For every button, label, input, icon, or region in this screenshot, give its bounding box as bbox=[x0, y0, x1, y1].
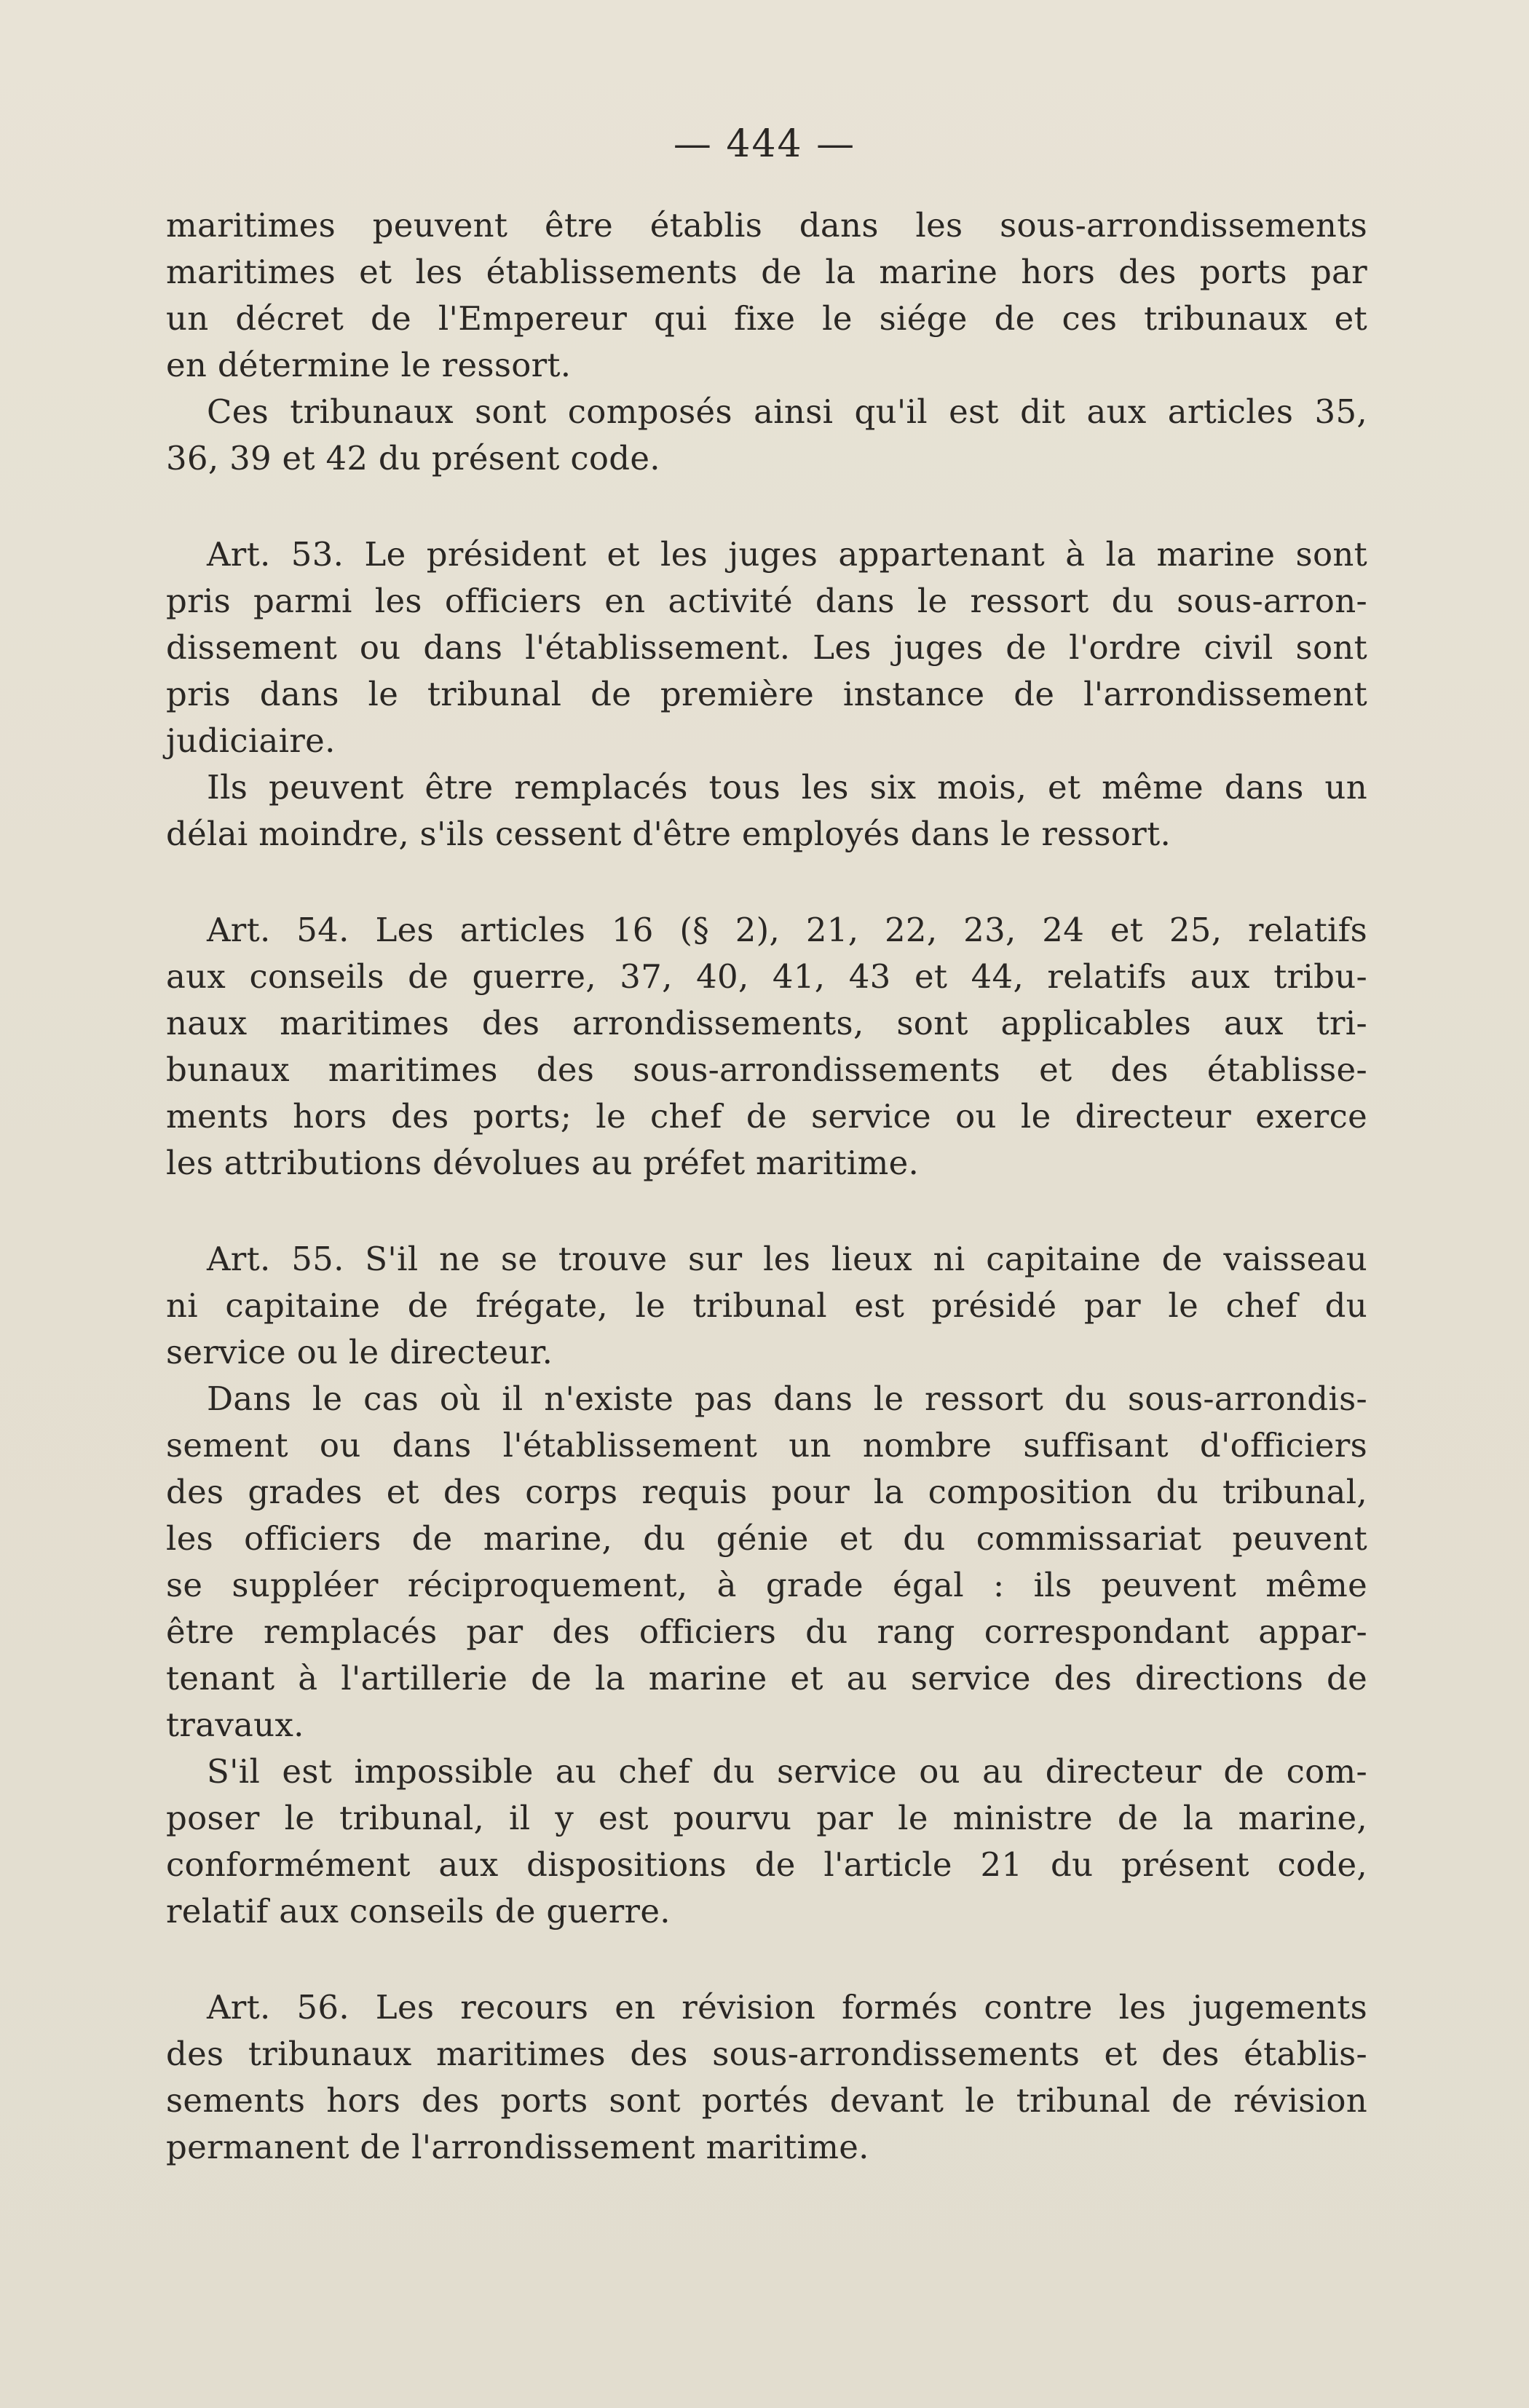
text-line: sements hors des ports sont portés devant le tribunal de révision bbox=[166, 2081, 1367, 2120]
text-line: service ou le directeur. bbox=[166, 1333, 553, 1371]
article-53 bbox=[166, 531, 1367, 764]
text-line: les officiers de marine, du génie et du commissariat peuvent bbox=[166, 1519, 1367, 1558]
article-56 bbox=[166, 1984, 1367, 2171]
text-line: pris dans le tribunal de première instance de l'arrondissement bbox=[166, 675, 1367, 713]
text-line: Art. 56. Les recours en révision formés contre les jugements bbox=[207, 1988, 1367, 2027]
paragraph-continuation bbox=[166, 202, 1367, 389]
paragraph bbox=[166, 1748, 1367, 1935]
text-line: maritimes et les établissements de la marine hors des ports par bbox=[166, 253, 1367, 291]
text-line: aux conseils de guerre, 37, 40, 41, 43 et 44, relatifs aux tribu- bbox=[166, 957, 1367, 996]
text-line: dissement ou dans l'établissement. Les juges de l'ordre civil sont bbox=[166, 628, 1367, 667]
text-line: être remplacés par des officiers du rang correspondant appar- bbox=[166, 1612, 1367, 1651]
text-line: 36, 39 et 42 du présent code. bbox=[166, 439, 660, 478]
text-line: pris parmi les officiers en activité dans le ressort du sous-arron- bbox=[166, 582, 1367, 620]
text-line: Ils peuvent être remplacés tous les six mois, et même dans un bbox=[207, 768, 1367, 807]
text-line: délai moindre, s'ils cessent d'être employés dans le ressort. bbox=[166, 815, 1172, 853]
paragraph bbox=[166, 764, 1367, 858]
text-line: S'il est impossible au chef du service ou au directeur de com- bbox=[207, 1752, 1367, 1791]
text-line: Art. 54. Les articles 16 (§ 2), 21, 22, 23, 24 et 25, relatifs bbox=[207, 911, 1367, 949]
text-line: permanent de l'arrondissement maritime. bbox=[166, 2128, 869, 2166]
text-line: sement ou dans l'établissement un nombre suffisant d'officiers bbox=[166, 1426, 1367, 1465]
text-line: en détermine le ressort. bbox=[166, 346, 572, 384]
page-number: — 444 — bbox=[673, 122, 856, 166]
text-line: tenant à l'artillerie de la marine et au service des directions de bbox=[166, 1659, 1367, 1698]
text-line: des grades et des corps requis pour la composition du tribunal, bbox=[166, 1473, 1367, 1511]
text-line: Ces tribunaux sont composés ainsi qu'il est dit aux articles 35, bbox=[207, 392, 1367, 431]
text-line: Dans le cas où il n'existe pas dans le ressort du sous-arrondis- bbox=[207, 1379, 1367, 1418]
text-line: ments hors des ports; le chef de service ou le directeur exerce bbox=[166, 1097, 1367, 1136]
text-line: les attributions dévolues au préfet maritime. bbox=[166, 1144, 920, 1182]
text-line: poser le tribunal, il y est pourvu par le ministre de la marine, bbox=[166, 1799, 1367, 1837]
text-line: des tribunaux maritimes des sous-arrondissements et des établis- bbox=[166, 2035, 1367, 2073]
article-54 bbox=[166, 907, 1367, 1187]
text-line: se suppléer réciproquement, à grade égal : ils peuvent même bbox=[166, 1566, 1367, 1604]
text-line: bunaux maritimes des sous-arrondissements et des établisse- bbox=[166, 1050, 1367, 1089]
text-line: ni capitaine de frégate, le tribunal est présidé par le chef du bbox=[166, 1286, 1367, 1325]
text-body bbox=[166, 202, 1367, 2171]
paragraph bbox=[166, 389, 1367, 482]
paragraph bbox=[166, 1376, 1367, 1748]
text-line: Art. 55. S'il ne se trouve sur les lieux ni capitaine de vaisseau bbox=[207, 1240, 1367, 1278]
text-line: conformément aux dispositions de l'article 21 du présent code, bbox=[166, 1845, 1367, 1884]
text-line: un décret de l'Empereur qui fixe le siége de ces tribunaux et bbox=[166, 299, 1367, 338]
text-line: naux maritimes des arrondissements, sont applicables aux tri- bbox=[166, 1004, 1367, 1042]
text-line: Art. 53. Le président et les juges appartenant à la marine sont bbox=[207, 535, 1367, 574]
article-55 bbox=[166, 1236, 1367, 1376]
text-line: travaux. bbox=[166, 1706, 304, 1744]
text-line: relatif aux conseils de guerre. bbox=[166, 1892, 671, 1930]
text-line: maritimes peuvent être établis dans les sous-arrondissements bbox=[166, 206, 1367, 245]
text-line: judiciaire. bbox=[166, 721, 336, 760]
